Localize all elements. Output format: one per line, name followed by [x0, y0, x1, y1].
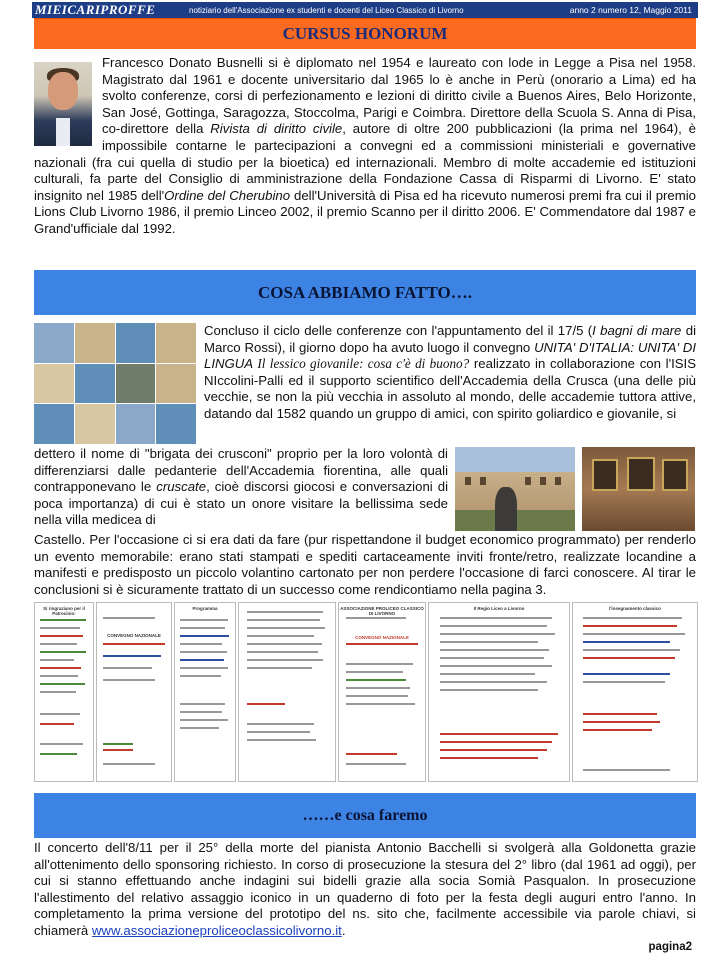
- document-thumb: CONVEGNO NAZIONALE: [96, 602, 172, 782]
- hall-photo: [582, 447, 695, 531]
- faremo-paragraph: Il concerto dell'8/11 per il 25° della morte del pianista Antonio Bacchelli si svolgerà alla Goldonetta grazie all'ottenimento dello sponsoring richiesto. In corso di prosecuzione la stesura del 2° libro (dal 1961 ad oggi), per cui si stanno effettuando anche indagini sui bidelli grazie alla socia Somià Pasqualon. In prosecuzione l'allestimento del relativo assaggio iconico in un quaderno di foto per la festa degli auguri entro l'anno. In completamento la prima versione del prototipo del ns. sito che, facilmente accessibile via parole chiavi, si chiamerà www.associazioneproliceoclassicolivorno.it.: [34, 840, 696, 938]
- issue-info: anno 2 numero 12, Maggio 2011: [569, 5, 692, 15]
- section-banner-faremo: [34, 793, 696, 838]
- section-banner-fatto: [34, 270, 696, 315]
- fatto-paragraph-bottom: Castello. Per l'occasione ci si era dati da fare (pur rispettandone il budget economico programmato) per renderlo un evento memorabile: erano stati stampati e spediti cartaceamente inviti fronte/retro, realizzate locandine a manifesti e predisposto un piccolo volantino cartonato per non perdere l'occasione di farci conoscere. Al tirar le conclusioni si è sicuramente trattato di un successo come rendicontiamo nella pagina 3.: [34, 532, 696, 597]
- section-title: ……e cosa faremo: [302, 806, 428, 824]
- document-thumb: Il Regio Liceo a Livorno: [428, 602, 570, 782]
- villa-photo: [455, 447, 575, 531]
- cursus-paragraph: Francesco Donato Busnelli si è diplomato nel 1954 e laureato con lode in Legge a Pisa nel 1958. Magistrato dal 1961 e docente universitario dal 1965 lo è anche in Perù (onorario a Lima) ed ha svolto conferenze, corsi di perfezionamento e lezioni di diritto civile a Buenos Aires, Belo Horizonte, San José, Gottinga, Saragozza, Stoccolma, Parigi e Coimbra. Direttore della Scuola S. Anna di Pisa, co-direttore della Rivista di diritto civile, autore di oltre 200 pubblicazioni (la prima nel 1964), è impossibile contarne le partecipazioni a convegni ed a commissioni ministeriali e governative nazionali (fra cui quella di studio per la bioetica) ed internazionali. Membro di molte accademie ed istituzioni culturali, fa parte del Consiglio di amministrazione della Fondazione Cassa di Risparmi di Livorno. E' stato insignito nel 1985 dell'Ordine del Cherubino dell'Università di Pisa ed ha ricevuto numerosi premi fra cui il premio Lions Club Livorno 1986, il premio Linceo 2002, il premio Scanno per il diritto 2006. E' Commendatore dal 1987 e Grand'ufficiale dal 1992.: [34, 55, 697, 236]
- fatto-paragraph-top: Concluso il ciclo delle conferenze con l'appuntamento del il 17/5 (I bagni di mare di Marco Rossi), il giorno dopo ha avuto luogo il convegno UNITA' D'ITALIA: UNITA' DI LINGUA Il lessico giovanile: cosa c'è di buono? realizzato in collaborazione con l'ISIS NIccolini-Palli ed il supporto scientifico dell'Accademia della Crusca (una delle più vecchie, se non la più vecchia in assoluto al mondo, delle accademie tuttora attive, datando dal 1582 quando un gruppo di amici, con spirito goliardico e giovanile, si: [204, 323, 697, 421]
- page-number: pagina2: [648, 941, 692, 953]
- masthead-title: MIEICARIPROFFE: [35, 2, 156, 17]
- masthead-subtitle: notiziario dell'Associazione ex studenti e docenti del Liceo Classico di Livorno: [189, 5, 464, 15]
- fatto-paragraph-middle: dettero il nome di "brigata dei crusconi" proprio per la loro volontà di differenziarsi dalle pedanterie dell'Accademia fiorentina, alle quali contrapponevano le cruscate, cioè discorsi giocosi e conversazioni di poca importanza) di cui è stato un onore visitare la bellissima sede nella villa medicea di: [34, 446, 448, 528]
- section-title: COSA ABBIAMO FATTO….: [258, 282, 472, 302]
- masthead-bar: [32, 2, 698, 18]
- document-thumb: [238, 602, 336, 782]
- section-title: CURSUS HONORUM: [282, 24, 448, 43]
- collage-photo: [34, 323, 196, 444]
- document-thumb: l'insegnamento classico: [572, 602, 698, 782]
- document-thumb: ASSOCIAZIONE PROLICEO CLASSICO DI LIVORNO CONVEGNO NAZIONALE: [338, 602, 426, 782]
- document-thumb: Programma: [174, 602, 236, 782]
- section-banner-cursus: [34, 18, 696, 49]
- website-link[interactable]: www.associazioneproliceoclassicolivorno.it: [91, 922, 342, 938]
- document-thumb: Si ringraziano per il Patrocinio:: [34, 602, 94, 782]
